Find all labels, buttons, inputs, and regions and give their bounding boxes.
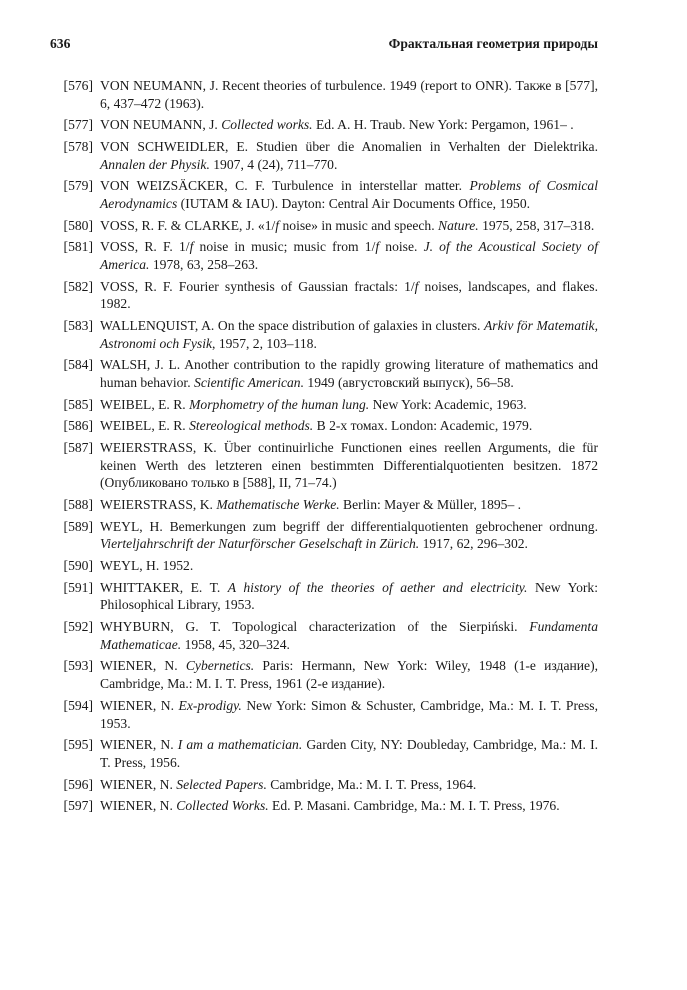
- reference-segment: WIENER, N.: [100, 658, 186, 674]
- reference-segment: noise.: [379, 239, 424, 255]
- reference-entry: [50, 697, 598, 732]
- reference-segment: VON NEUMANN, J.: [100, 117, 222, 133]
- reference-segment: В 2-х томах. London: Academic, 1979.: [313, 418, 533, 434]
- reference-text: [100, 619, 598, 652]
- reference-number: [591]: [63, 579, 93, 595]
- reference-text: [100, 139, 598, 172]
- reference-list: [50, 77, 598, 815]
- reference-text: [100, 519, 598, 552]
- reference-segment-italic: Stereological methods.: [189, 418, 314, 434]
- reference-number: [578]: [63, 139, 93, 155]
- reference-entry: [50, 518, 598, 553]
- reference-segment: 1978, 63, 258–263.: [149, 257, 259, 273]
- reference-segment: , 1957, 2, 103–118.: [212, 335, 317, 351]
- reference-segment: 1917, 62, 296–302.: [419, 536, 528, 552]
- reference-segment: WHITTAKER, E. T.: [100, 579, 228, 595]
- reference-entry: [50, 278, 598, 313]
- reference-segment: noises, landscapes, and flakes. 1982.: [100, 278, 598, 312]
- reference-segment-italic: J. of the Acoustical Society of America.: [100, 239, 598, 273]
- reference-number: [592]: [63, 619, 93, 635]
- reference-segment-italic: f: [275, 217, 280, 233]
- reference-segment-italic: Annalen der Physik.: [100, 156, 210, 172]
- reference-number: [587]: [63, 440, 93, 456]
- reference-text: [100, 117, 574, 132]
- reference-entry: [50, 317, 598, 352]
- reference-number: [589]: [63, 518, 93, 534]
- reference-segment: Ed. P. Masani. Cambridge, Ma.: M. I. T. Press, 1976.: [268, 798, 560, 814]
- reference-segment: 1907, 4 (24), 711–770.: [209, 156, 338, 172]
- reference-text: [100, 357, 598, 390]
- reference-text: [100, 239, 598, 272]
- page-number: 636: [50, 36, 71, 51]
- reference-segment: WEIBEL, E. R.: [100, 418, 190, 434]
- reference-segment-italic: Arkiv för Matematik, Astronomi och Fysik: [100, 318, 598, 351]
- reference-entry: [50, 417, 598, 435]
- reference-segment-italic: Morphometry of the human lung.: [189, 396, 370, 412]
- reference-segment-italic: f: [189, 239, 194, 255]
- reference-entry: [50, 439, 598, 492]
- reference-segment: (IUTAM & IAU). Dayton: Central Air Documents Office, 1950.: [177, 196, 531, 212]
- reference-segment-italic: Fundamenta Mathematicae.: [100, 619, 598, 652]
- reference-segment: Cambridge, Ma.: M. I. T. Press, 1964.: [266, 776, 477, 792]
- reference-text: [100, 440, 598, 490]
- reference-segment-italic: Vierteljahrschrift der Naturförscher Geselschaft in Zürich.: [100, 536, 420, 552]
- reference-segment: Berlin: Mayer & Müller, 1895– .: [339, 497, 522, 513]
- reference-segment: noise in music; music from 1/: [193, 239, 376, 255]
- reference-segment: Garden City, NY: Doubleday, Cambridge, Ma.: M. I. T. Press, 1956.: [100, 737, 598, 770]
- reference-segment: 1975, 258, 317–318.: [478, 217, 595, 233]
- reference-text: [100, 318, 598, 351]
- reference-segment: VOSS, R. F. Fourier synthesis of Gaussian fractals: 1/: [100, 278, 415, 294]
- reference-entry: [50, 77, 598, 112]
- reference-segment: VOSS, R. F. & CLARKE, J. «1/: [100, 217, 276, 233]
- reference-segment: VON NEUMANN, J. Recent theories of turbulence. 1949 (report to ONR). Также в [577], 6, 437–472 (1963).: [100, 78, 598, 111]
- reference-number: [593]: [63, 658, 93, 674]
- reference-entry: [50, 138, 598, 173]
- reference-segment: New York: Philosophical Library, 1953.: [100, 579, 598, 613]
- running-title: Фрактальная геометрия природы: [388, 36, 598, 51]
- reference-text: [100, 497, 521, 512]
- reference-entry: [50, 736, 598, 771]
- reference-text: [100, 558, 193, 573]
- reference-segment: WIENER, N.: [100, 798, 177, 814]
- reference-number: [586]: [63, 418, 93, 434]
- reference-number: [585]: [63, 396, 93, 412]
- reference-text: [100, 737, 598, 770]
- reference-segment-italic: Selected Papers.: [176, 776, 267, 792]
- reference-segment: noise» in music and speech.: [279, 217, 439, 233]
- reference-number: [594]: [63, 697, 93, 713]
- reference-number: [582]: [63, 278, 93, 294]
- reference-entry: [50, 797, 598, 815]
- reference-segment-italic: Collected works.: [221, 117, 313, 133]
- reference-text: [100, 78, 598, 111]
- reference-text: [100, 777, 476, 792]
- reference-entry: [50, 116, 598, 134]
- reference-number: [576]: [63, 78, 93, 93]
- reference-segment-italic: A history of the theories of aether and electricity.: [227, 579, 528, 595]
- reference-number: [581]: [63, 239, 93, 255]
- reference-segment: VON SCHWEIDLER, E. Studien über die Anomalien in Verhalten der Dielektrika.: [100, 139, 598, 155]
- reference-number: [584]: [63, 357, 93, 373]
- reference-text: [100, 418, 532, 433]
- reference-segment: New York: Simon & Schuster, Cambridge, Ma.: M. I. T. Press, 1953.: [100, 697, 598, 731]
- reference-segment: WEIBEL, E. R.: [100, 396, 190, 412]
- reference-segment: WIENER, N.: [100, 697, 179, 713]
- reference-segment-italic: f: [414, 278, 419, 294]
- reference-segment: 1958, 45, 320–324.: [181, 636, 290, 652]
- reference-segment: WIENER, N.: [100, 737, 178, 753]
- reference-entry: [50, 618, 598, 653]
- reference-segment-italic: Problems of Cosmical Aerodynamics: [100, 178, 598, 212]
- reference-entry: [50, 238, 598, 273]
- reference-number: [580]: [63, 217, 93, 233]
- reference-segment: WIENER, N.: [100, 776, 177, 792]
- reference-segment-italic: f: [375, 239, 380, 255]
- reference-segment: WEYL, H. 1952.: [100, 558, 194, 574]
- reference-segment: 1949 (августовский выпуск), 56–58.: [304, 375, 514, 391]
- reference-segment: WEIERSTRASS, K.: [100, 497, 217, 513]
- reference-entry: [50, 217, 598, 235]
- reference-segment-italic: Scientific American.: [194, 375, 304, 391]
- reference-segment: VOSS, R. F. 1/: [100, 239, 190, 255]
- reference-segment: WEYL, H. Bemerkungen zum begriff der differentialquotienten gebrochener ordnung.: [100, 518, 598, 534]
- reference-number: [577]: [63, 117, 93, 133]
- reference-entry: [50, 177, 598, 212]
- reference-text: [100, 218, 594, 233]
- reference-segment-italic: Ex-prodigy.: [178, 697, 242, 713]
- reference-text: [100, 580, 598, 613]
- reference-segment: VON WEIZSÄCKER, C. F. Turbulence in interstellar matter.: [100, 178, 470, 194]
- reference-entry: [50, 396, 598, 414]
- reference-number: [597]: [63, 798, 93, 814]
- reference-text: [100, 798, 560, 813]
- reference-number: [583]: [63, 318, 93, 334]
- reference-segment-italic: Cybernetics.: [185, 658, 255, 674]
- reference-text: [100, 698, 598, 731]
- reference-segment: WALSH, J. L. Another contribution to the rapidly growing literature of mathematics and human behavior.: [100, 357, 598, 391]
- reference-entry: [50, 657, 598, 692]
- reference-entry: [50, 579, 598, 614]
- reference-text: [100, 279, 598, 312]
- reference-segment: WHYBURN, G. T. Topological characterization of the Sierpiński.: [100, 619, 530, 635]
- reference-number: [588]: [63, 497, 93, 513]
- reference-text: [100, 397, 527, 412]
- reference-entry: [50, 776, 598, 794]
- reference-segment: WALLENQUIST, A. On the space distribution of galaxies in clusters.: [100, 318, 484, 334]
- reference-segment-italic: Nature.: [438, 217, 479, 233]
- reference-entry: [50, 496, 598, 514]
- reference-number: [590]: [63, 558, 93, 574]
- page-header: [50, 36, 598, 52]
- reference-segment: WEIERSTRASS, K. Über continuirliche Functionen eines reellen Arguments, die für keinen Werth des letzteren einen bestimmten Differentialquotienten besitzen. 1872 (Опубликовано только в [588], II, 71–74.): [100, 440, 598, 491]
- reference-segment: Ed. A. H. Traub. New York: Pergamon, 1961– .: [312, 117, 574, 133]
- reference-text: [100, 178, 598, 211]
- reference-segment-italic: Mathematische Werke.: [216, 497, 340, 513]
- reference-entry: [50, 356, 598, 391]
- reference-segment: Paris: Hermann, New York: Wiley, 1948 (1-е издание), Cambridge, Ma.: M. I. T. Press, 1961 (2-е издание).: [100, 658, 598, 692]
- reference-entry: [50, 557, 598, 575]
- reference-segment-italic: I am a mathematician.: [177, 737, 303, 753]
- reference-text: [100, 658, 598, 691]
- reference-number: [595]: [63, 737, 93, 753]
- reference-number: [596]: [63, 776, 93, 792]
- reference-segment: New York: Academic, 1963.: [369, 396, 527, 412]
- reference-number: [579]: [63, 178, 93, 194]
- reference-segment-italic: Collected Works.: [176, 798, 269, 814]
